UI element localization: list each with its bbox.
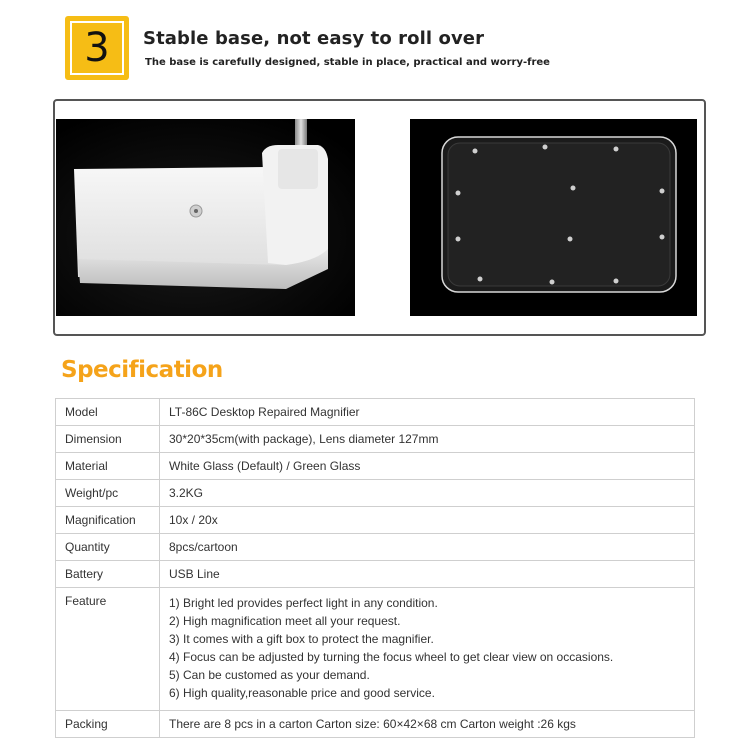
feature-line: 4) Focus can be adjusted by turning the focus wheel to get clear view on occasions. (169, 650, 614, 664)
specification-table (55, 398, 695, 738)
spec-value-material: White Glass (Default) / Green Glass (160, 453, 695, 480)
base-bottom-image (410, 119, 697, 316)
feature-line: 3) It comes with a gift box to protect the magnifier. (169, 632, 434, 646)
specification-title: Specification (61, 357, 223, 383)
table-row (56, 711, 695, 738)
feature-line: 5) Can be customed as your demand. (169, 668, 370, 682)
section-subheading: The base is carefully designed, stable in place, practical and worry-free (145, 57, 550, 68)
spec-label-quantity: Quantity (56, 534, 160, 561)
table-row (56, 453, 695, 480)
feature-line: 6) High quality,reasonable price and good service. (169, 686, 435, 700)
step-badge (65, 16, 129, 80)
table-row (56, 507, 695, 534)
spec-value-feature (160, 588, 695, 711)
table-row (56, 534, 695, 561)
base-top-photo (56, 119, 355, 316)
spec-label-battery: Battery (56, 561, 160, 588)
base-top-image (56, 119, 355, 316)
spec-value-magnification: 10x / 20x (160, 507, 695, 534)
spec-label-material: Material (56, 453, 160, 480)
spec-label-model: Model (56, 399, 160, 426)
photo-frame (53, 99, 706, 336)
spec-value-dimension: 30*20*35cm(with package), Lens diameter 127mm (160, 426, 695, 453)
feature-line: 2) High magnification meet all your request. (169, 614, 401, 628)
section-heading: Stable base, not easy to roll over (143, 28, 485, 49)
table-row (56, 426, 695, 453)
step-number: 3 (70, 21, 124, 75)
feature-line: 1) Bright led provides perfect light in any condition. (169, 596, 438, 610)
spec-value-weight: 3.2KG (160, 480, 695, 507)
spec-value-battery: USB Line (160, 561, 695, 588)
spec-label-weight: Weight/pc (56, 480, 160, 507)
spec-label-magnification: Magnification (56, 507, 160, 534)
spec-value-packing: There are 8 pcs in a carton Carton size: 60×42×68 cm Carton weight :26 kgs (160, 711, 695, 738)
base-bottom-photo (410, 119, 697, 316)
spec-value-model: LT-86C Desktop Repaired Magnifier (160, 399, 695, 426)
table-row (56, 588, 695, 711)
table-row (56, 399, 695, 426)
spec-label-feature: Feature (56, 588, 160, 711)
spec-label-packing: Packing (56, 711, 160, 738)
table-row (56, 480, 695, 507)
spec-label-dimension: Dimension (56, 426, 160, 453)
table-row (56, 561, 695, 588)
spec-value-quantity: 8pcs/cartoon (160, 534, 695, 561)
